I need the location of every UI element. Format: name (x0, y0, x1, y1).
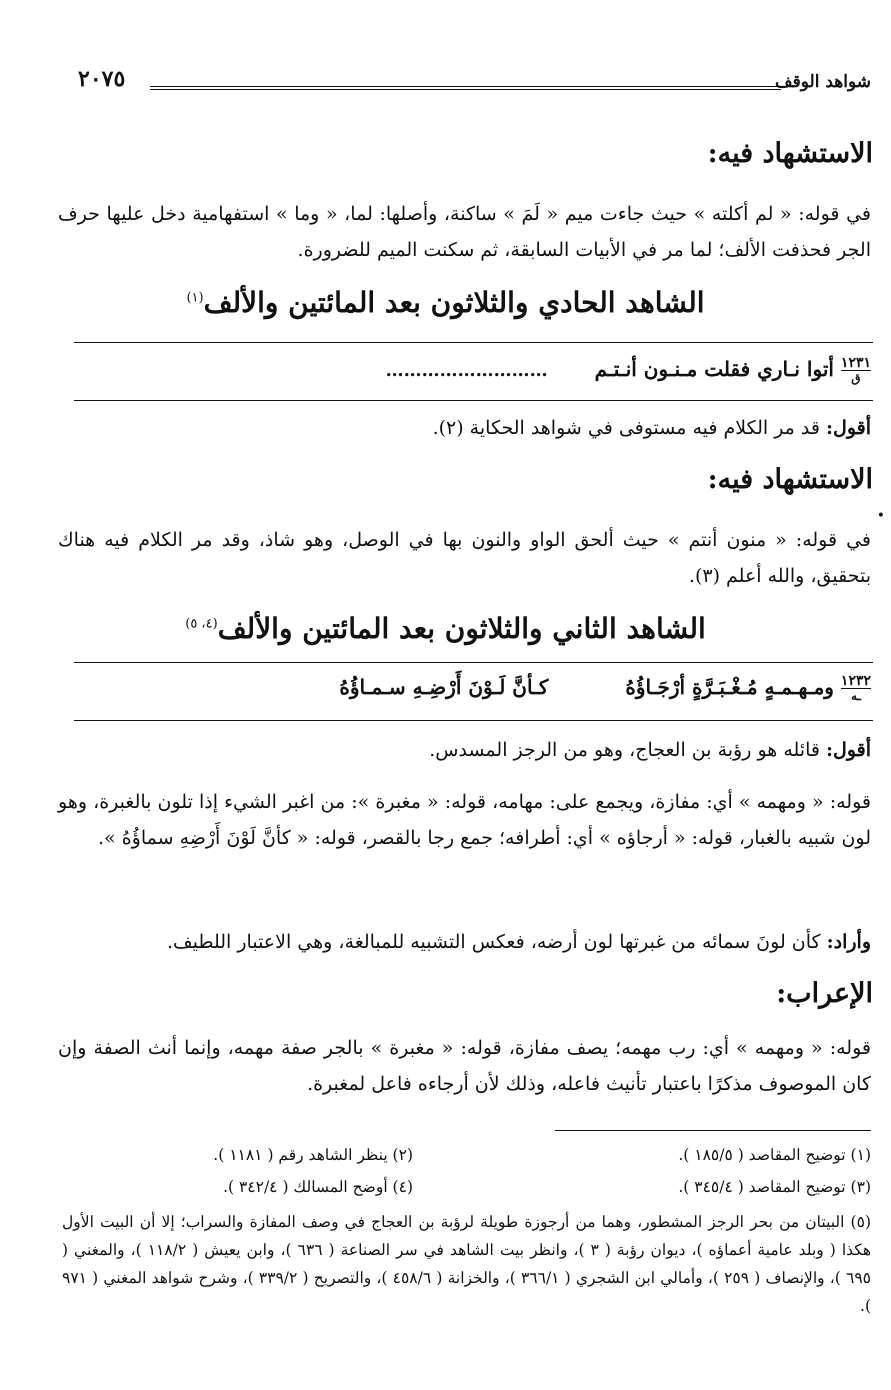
verse-1232 (80, 674, 871, 703)
verse-1231-text: أتوا نـاري فقلت مـنـون أنـتـم (594, 357, 834, 381)
margin-mark: • (876, 508, 885, 524)
verse-rhyme-symbol: ق (851, 371, 861, 385)
section-heading-irab: الإعراب: (776, 978, 873, 1009)
footnote-4: (٤) أوضح المسالك ( ٣٤٢/٤ ). (223, 1178, 413, 1196)
shahid-1232-title (0, 612, 891, 645)
footnote-5: (٥) البيتان من بحر الرجز المشطور، وهما من أرجوزة طويلة لرؤبة بن العجاج في وصف المفازة والسراب؛ إلا أن البيت الأول هكذا ( وبلد عامية أعماؤه )، ديوان رؤبة ( ٣ )، وانظر بيت الشاهد في سر الصناعة ( ٦٣٦ )، وابن يعيش ( ١١٨/٢ )، والمغني ( ٦٩٥ )، والإنصاف ( ٢٥٩ )، وأمالي ابن الشجري ( ٣٦٦/١ )، والخزانة ( ٤٥٨/٦ )، والتصريح ( ٣٣٩/٢ )، وشرح شواهد المغني ( ٩٧١ ). (62, 1213, 872, 1315)
footnote-ref-4-5: (٤، ٥) (185, 616, 218, 632)
aqulu-label: أقول: (826, 417, 871, 439)
verse-1232-first-hemistich: ومـهـمـهٍ مُـغْـبَـرَّةٍ أرْجَـاؤُهُ (625, 675, 834, 699)
verse-number-1232 (841, 674, 871, 703)
verse-rule-top-1232 (74, 662, 873, 663)
murad-text: كأن لونَ سمائه من غبرتها لون أرضه، فعكس التشبيه للمبالغة، وهي الاعتبار اللطيف. (166, 931, 821, 953)
istishhad-paragraph-1: في قوله: « لم أكلته » حيث جاءت ميم « لَمَ » ساكنة، وأصلها: لما، « وما » استفهامية دخل عليها حرف الجر فحذفت الألف؛ لما مر في الأبيات السابقة، ثم سكنت الميم للضرورة. (58, 203, 871, 261)
aqulu-1231 (58, 410, 871, 446)
verse-number-value: ١٢٣٢ (840, 673, 871, 689)
section-heading-istishhad-1: الاستشهاد فيه: (707, 138, 873, 169)
footnote-rule (555, 1130, 871, 1131)
irab-paragraph: قوله: « ومهمه » أي: رب مهمه؛ يصف مفازة، قوله: « مغبرة » بالجر صفة مهمه، وإنما أنث الصفة وإن كان الموصوف مذكرًا باعتبار تأنيث فاعله، وذلك لأن أرجاءه فاعل لمغبرة. (58, 1037, 871, 1095)
aqulu-label: أقول: (826, 739, 871, 761)
murad-paragraph (58, 924, 871, 960)
verse-rule-bottom-1232 (74, 720, 873, 721)
verse-number-1231 (841, 356, 871, 385)
verse-rule-top-1231 (74, 342, 873, 343)
murad-label: وأراد: (826, 931, 871, 953)
page-number: ٢٠٧٥ (78, 66, 126, 92)
verse-rhyme-symbol: ـه (850, 689, 861, 703)
footnote-2: (٢) ينظر الشاهد رقم ( ١١٨١ ). (213, 1146, 413, 1164)
footnote-1: (١) توضيح المقاصد ( ١٨٥/٥ ). (678, 1146, 871, 1164)
verse-1231-dots: ……………………… (385, 360, 548, 381)
shahid-1232-title-text: الشاهد الثاني والثلاثون بعد المائتين والألف (217, 612, 706, 645)
verse-rule-bottom-1231 (74, 400, 873, 401)
verse-1232-second-hemistich: كـأنَّ لَـوْنَ أَرْضِـهِ سـمـاؤُهُ (339, 675, 549, 699)
verse-number-value: ١٢٣١ (840, 355, 871, 371)
explanation-paragraph: قوله: « ومهمه » أي: مفازة، ويجمع على: مهامه، قوله: « مغبرة »: من اغبر الشيء إذا تلون بالغبرة، وهو لون شبيه بالغبار، قوله: « أرجاؤه » أي: أطرافه؛ جمع رجا بالقصر، قوله: « كأنَّ لَوْنَ أَرْضِهِ سماؤُهُ ». (58, 791, 871, 849)
section-heading-istishhad-2: الاستشهاد فيه: (707, 464, 873, 495)
aqulu-text: قائله هو رؤبة بن العجاج، وهو من الرجز المسدس. (429, 739, 820, 761)
aqulu-1232 (58, 732, 871, 768)
verse-1231 (80, 356, 871, 385)
shahid-1231-title (0, 286, 891, 319)
shahid-1231-title-text: الشاهد الحادي والثلاثون بعد المائتين والألف (203, 286, 705, 319)
aqulu-text: قد مر الكلام فيه مستوفى في شواهد الحكاية (٢). (432, 417, 820, 439)
footnote-3: (٣) توضيح المقاصد ( ٣٤٥/٤ ). (678, 1178, 871, 1196)
header-rule (150, 86, 781, 90)
istishhad-paragraph-2: في قوله: « منون أنتم » حيث ألحق الواو والنون بها في الوصل، وهو شاذ، وقد مر الكلام فيه هناك بتحقيق، والله أعلم (٣). (58, 529, 871, 587)
running-header-title: شواهد الوقف (775, 72, 871, 92)
footnote-ref-1: (١) (186, 290, 204, 306)
